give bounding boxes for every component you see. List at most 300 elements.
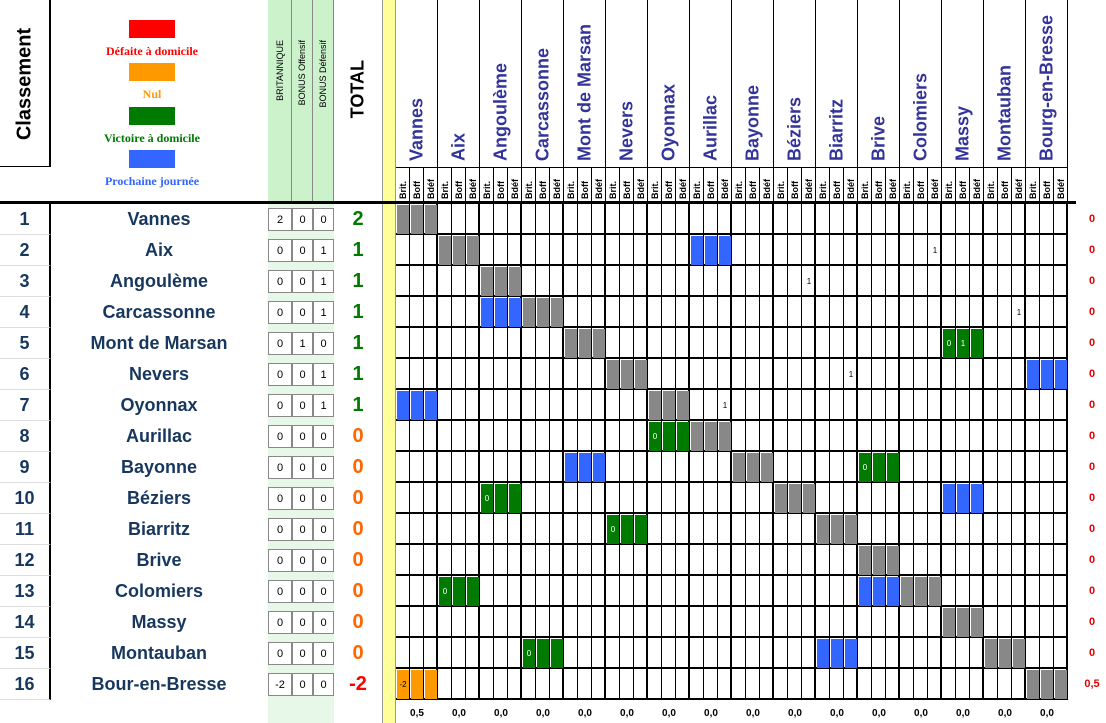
match-subcell[interactable] xyxy=(396,421,410,452)
match-subcell[interactable] xyxy=(718,297,732,328)
match-result-blue[interactable] xyxy=(397,391,410,420)
match-subcell[interactable] xyxy=(942,545,956,576)
match-subcell[interactable] xyxy=(466,545,480,576)
match-result-green[interactable] xyxy=(551,639,564,668)
match-result-green[interactable] xyxy=(677,422,690,451)
match-subcell[interactable] xyxy=(858,235,872,266)
match-subcell[interactable] xyxy=(480,235,494,266)
match-subcell[interactable] xyxy=(592,235,606,266)
match-subcell[interactable] xyxy=(900,669,914,700)
match-subcell[interactable] xyxy=(690,328,704,359)
match-subcell[interactable] xyxy=(592,421,606,452)
match-subcell[interactable] xyxy=(438,638,452,669)
match-subcell[interactable] xyxy=(872,266,886,297)
match-subcell[interactable] xyxy=(732,638,746,669)
match-subcell[interactable] xyxy=(858,483,872,514)
match-subcell[interactable] xyxy=(494,576,508,607)
match-subcell[interactable] xyxy=(550,204,564,235)
match-subcell[interactable] xyxy=(536,483,550,514)
match-subcell[interactable] xyxy=(900,638,914,669)
match-subcell[interactable] xyxy=(480,669,494,700)
match-subcell[interactable] xyxy=(410,514,424,545)
match-subcell[interactable] xyxy=(872,235,886,266)
match-subcell[interactable] xyxy=(466,483,480,514)
match-subcell[interactable] xyxy=(466,638,480,669)
match-subcell[interactable] xyxy=(662,204,676,235)
match-result-blue[interactable] xyxy=(957,484,970,513)
match-subcell[interactable] xyxy=(1054,421,1068,452)
match-subcell[interactable] xyxy=(438,390,452,421)
match-result-grey[interactable] xyxy=(873,546,886,575)
match-subcell[interactable] xyxy=(480,204,494,235)
match-subcell[interactable] xyxy=(1026,576,1040,607)
match-subcell[interactable] xyxy=(438,514,452,545)
match-subcell[interactable] xyxy=(1026,483,1040,514)
match-result-grey[interactable] xyxy=(789,484,802,513)
match-subcell[interactable] xyxy=(690,359,704,390)
match-subcell[interactable] xyxy=(1026,297,1040,328)
match-subcell[interactable] xyxy=(942,514,956,545)
match-subcell[interactable] xyxy=(928,452,942,483)
match-subcell[interactable] xyxy=(662,669,676,700)
match-subcell[interactable] xyxy=(802,328,816,359)
match-subcell[interactable] xyxy=(396,266,410,297)
match-subcell[interactable] xyxy=(858,204,872,235)
match-subcell[interactable] xyxy=(676,266,690,297)
match-subcell[interactable] xyxy=(970,297,984,328)
match-subcell[interactable] xyxy=(998,607,1012,638)
match-subcell[interactable] xyxy=(900,514,914,545)
match-subcell[interactable] xyxy=(704,452,718,483)
match-subcell[interactable] xyxy=(606,452,620,483)
match-subcell[interactable] xyxy=(550,421,564,452)
match-subcell[interactable] xyxy=(410,266,424,297)
match-subcell[interactable] xyxy=(620,638,634,669)
match-subcell[interactable] xyxy=(1040,514,1054,545)
match-subcell[interactable] xyxy=(942,359,956,390)
match-result-blue[interactable] xyxy=(579,453,592,482)
match-subcell[interactable] xyxy=(424,514,438,545)
match-subcell[interactable] xyxy=(676,638,690,669)
match-subcell[interactable] xyxy=(942,638,956,669)
match-subcell[interactable] xyxy=(676,297,690,328)
match-subcell[interactable] xyxy=(956,638,970,669)
match-subcell[interactable] xyxy=(466,328,480,359)
match-subcell[interactable] xyxy=(844,266,858,297)
match-subcell[interactable] xyxy=(872,390,886,421)
match-result-green[interactable] xyxy=(873,453,886,482)
match-subcell[interactable] xyxy=(592,359,606,390)
match-subcell[interactable] xyxy=(438,607,452,638)
match-subcell[interactable] xyxy=(746,390,760,421)
match-subcell[interactable] xyxy=(410,545,424,576)
match-subcell[interactable] xyxy=(536,359,550,390)
match-subcell[interactable] xyxy=(676,204,690,235)
match-subcell[interactable] xyxy=(662,483,676,514)
match-subcell[interactable] xyxy=(858,421,872,452)
match-subcell[interactable] xyxy=(914,359,928,390)
match-subcell[interactable] xyxy=(438,359,452,390)
match-subcell[interactable] xyxy=(900,235,914,266)
match-subcell[interactable] xyxy=(900,266,914,297)
match-subcell[interactable] xyxy=(1026,266,1040,297)
match-subcell[interactable] xyxy=(536,607,550,638)
match-subcell[interactable] xyxy=(438,483,452,514)
match-subcell[interactable] xyxy=(676,359,690,390)
match-subcell[interactable] xyxy=(816,390,830,421)
match-subcell[interactable] xyxy=(634,328,648,359)
match-subcell[interactable] xyxy=(452,514,466,545)
match-subcell[interactable] xyxy=(746,328,760,359)
match-subcell[interactable] xyxy=(438,669,452,700)
match-subcell[interactable] xyxy=(578,607,592,638)
match-subcell[interactable] xyxy=(410,638,424,669)
match-result-blue[interactable] xyxy=(705,236,718,265)
match-subcell[interactable] xyxy=(676,545,690,576)
match-subcell[interactable] xyxy=(662,452,676,483)
match-subcell[interactable] xyxy=(452,328,466,359)
match-subcell[interactable] xyxy=(998,297,1012,328)
match-result-grey[interactable] xyxy=(803,484,816,513)
match-subcell[interactable] xyxy=(802,297,816,328)
match-subcell[interactable] xyxy=(760,421,774,452)
match-result-green[interactable] xyxy=(663,422,676,451)
match-result-grey[interactable] xyxy=(691,422,704,451)
match-subcell[interactable] xyxy=(886,266,900,297)
match-subcell[interactable] xyxy=(578,235,592,266)
match-subcell[interactable] xyxy=(984,607,998,638)
match-subcell[interactable] xyxy=(578,297,592,328)
match-subcell[interactable] xyxy=(1040,421,1054,452)
match-subcell[interactable] xyxy=(844,669,858,700)
match-subcell[interactable] xyxy=(662,297,676,328)
match-subcell[interactable] xyxy=(606,669,620,700)
match-result-grey[interactable] xyxy=(607,360,620,389)
match-subcell[interactable] xyxy=(886,204,900,235)
match-subcell[interactable] xyxy=(732,483,746,514)
match-subcell[interactable] xyxy=(522,390,536,421)
match-subcell[interactable] xyxy=(970,390,984,421)
match-subcell[interactable] xyxy=(620,235,634,266)
match-subcell[interactable] xyxy=(634,421,648,452)
match-subcell[interactable] xyxy=(396,545,410,576)
match-subcell[interactable] xyxy=(676,514,690,545)
match-subcell[interactable] xyxy=(676,607,690,638)
match-subcell[interactable] xyxy=(942,266,956,297)
match-subcell[interactable] xyxy=(970,669,984,700)
match-subcell[interactable] xyxy=(886,669,900,700)
match-subcell[interactable] xyxy=(690,576,704,607)
match-subcell[interactable] xyxy=(718,328,732,359)
match-subcell[interactable] xyxy=(606,421,620,452)
match-subcell[interactable] xyxy=(886,235,900,266)
match-subcell[interactable] xyxy=(648,204,662,235)
match-result-grey[interactable] xyxy=(537,298,550,327)
match-subcell[interactable] xyxy=(396,514,410,545)
match-subcell[interactable] xyxy=(606,328,620,359)
match-subcell[interactable] xyxy=(1026,452,1040,483)
match-subcell[interactable] xyxy=(900,421,914,452)
match-result-grey[interactable] xyxy=(397,205,410,234)
match-subcell[interactable] xyxy=(816,483,830,514)
match-result-orange[interactable] xyxy=(411,670,424,699)
match-subcell[interactable] xyxy=(648,607,662,638)
match-subcell[interactable] xyxy=(970,514,984,545)
match-result-green[interactable] xyxy=(495,484,508,513)
match-subcell[interactable] xyxy=(1026,545,1040,576)
match-subcell[interactable] xyxy=(830,328,844,359)
match-subcell[interactable] xyxy=(396,297,410,328)
match-subcell[interactable] xyxy=(914,328,928,359)
match-subcell[interactable] xyxy=(886,638,900,669)
match-result-grey[interactable] xyxy=(775,484,788,513)
match-subcell[interactable] xyxy=(536,669,550,700)
match-subcell[interactable] xyxy=(536,576,550,607)
match-result-grey[interactable] xyxy=(859,546,872,575)
match-subcell[interactable] xyxy=(984,421,998,452)
match-subcell[interactable] xyxy=(830,390,844,421)
match-subcell[interactable] xyxy=(452,607,466,638)
match-subcell[interactable] xyxy=(970,638,984,669)
match-result-grey[interactable] xyxy=(481,267,494,296)
match-subcell[interactable] xyxy=(620,328,634,359)
match-subcell[interactable] xyxy=(718,483,732,514)
match-subcell[interactable] xyxy=(592,545,606,576)
match-subcell[interactable] xyxy=(760,390,774,421)
match-subcell[interactable] xyxy=(802,452,816,483)
match-subcell[interactable] xyxy=(522,669,536,700)
match-subcell[interactable] xyxy=(914,421,928,452)
match-subcell[interactable] xyxy=(620,452,634,483)
match-subcell[interactable] xyxy=(830,297,844,328)
match-subcell[interactable] xyxy=(536,204,550,235)
match-subcell[interactable] xyxy=(816,545,830,576)
match-subcell[interactable] xyxy=(774,545,788,576)
match-subcell[interactable] xyxy=(438,328,452,359)
match-subcell[interactable] xyxy=(970,359,984,390)
match-subcell[interactable] xyxy=(746,576,760,607)
match-subcell[interactable] xyxy=(424,359,438,390)
match-subcell[interactable] xyxy=(788,545,802,576)
match-subcell[interactable] xyxy=(816,204,830,235)
match-subcell[interactable] xyxy=(522,421,536,452)
match-result-grey[interactable] xyxy=(1041,670,1054,699)
match-subcell[interactable] xyxy=(564,359,578,390)
match-subcell[interactable] xyxy=(746,514,760,545)
match-subcell[interactable] xyxy=(648,638,662,669)
match-subcell[interactable] xyxy=(606,297,620,328)
match-subcell[interactable] xyxy=(872,638,886,669)
match-subcell[interactable] xyxy=(536,266,550,297)
match-subcell[interactable] xyxy=(1040,545,1054,576)
match-subcell[interactable] xyxy=(802,638,816,669)
match-result-grey[interactable] xyxy=(621,360,634,389)
match-subcell[interactable] xyxy=(760,514,774,545)
match-subcell[interactable] xyxy=(998,669,1012,700)
match-subcell[interactable] xyxy=(578,204,592,235)
match-result-blue[interactable] xyxy=(831,639,844,668)
match-subcell[interactable] xyxy=(830,204,844,235)
match-subcell[interactable] xyxy=(746,297,760,328)
match-subcell[interactable] xyxy=(956,421,970,452)
match-subcell[interactable] xyxy=(1054,638,1068,669)
match-subcell[interactable] xyxy=(466,390,480,421)
match-subcell[interactable] xyxy=(774,235,788,266)
match-subcell[interactable] xyxy=(424,607,438,638)
match-subcell[interactable] xyxy=(704,390,718,421)
match-result-grey[interactable] xyxy=(453,236,466,265)
match-subcell[interactable] xyxy=(844,545,858,576)
match-subcell[interactable] xyxy=(480,452,494,483)
match-result-blue[interactable] xyxy=(593,453,606,482)
match-subcell[interactable] xyxy=(942,204,956,235)
match-subcell[interactable] xyxy=(592,266,606,297)
match-result-blue[interactable] xyxy=(1055,360,1068,389)
match-subcell[interactable] xyxy=(564,545,578,576)
match-subcell[interactable] xyxy=(620,390,634,421)
match-subcell[interactable] xyxy=(844,235,858,266)
match-subcell[interactable] xyxy=(802,514,816,545)
match-subcell[interactable] xyxy=(452,638,466,669)
match-subcell[interactable] xyxy=(396,235,410,266)
match-subcell[interactable] xyxy=(676,328,690,359)
match-subcell[interactable] xyxy=(718,514,732,545)
match-subcell[interactable] xyxy=(1040,328,1054,359)
match-subcell[interactable] xyxy=(914,204,928,235)
match-subcell[interactable] xyxy=(494,669,508,700)
match-subcell[interactable] xyxy=(508,390,522,421)
match-subcell[interactable] xyxy=(592,514,606,545)
match-subcell[interactable] xyxy=(550,669,564,700)
match-subcell[interactable] xyxy=(872,328,886,359)
match-subcell[interactable] xyxy=(564,576,578,607)
match-subcell[interactable] xyxy=(410,576,424,607)
match-result-grey[interactable] xyxy=(579,329,592,358)
match-subcell[interactable] xyxy=(648,669,662,700)
match-subcell[interactable] xyxy=(1012,359,1026,390)
match-result-grey[interactable] xyxy=(509,267,522,296)
match-subcell[interactable] xyxy=(704,359,718,390)
match-result-green[interactable] xyxy=(971,329,984,358)
match-subcell[interactable] xyxy=(774,607,788,638)
match-subcell[interactable] xyxy=(690,452,704,483)
match-subcell[interactable] xyxy=(998,514,1012,545)
match-subcell[interactable] xyxy=(858,390,872,421)
match-subcell[interactable] xyxy=(1012,390,1026,421)
match-subcell[interactable] xyxy=(900,483,914,514)
match-subcell[interactable] xyxy=(452,390,466,421)
match-subcell[interactable] xyxy=(816,359,830,390)
match-subcell[interactable] xyxy=(648,359,662,390)
match-subcell[interactable] xyxy=(550,483,564,514)
match-subcell[interactable] xyxy=(746,421,760,452)
match-subcell[interactable] xyxy=(872,204,886,235)
match-subcell[interactable] xyxy=(788,266,802,297)
match-subcell[interactable] xyxy=(410,359,424,390)
match-subcell[interactable] xyxy=(508,607,522,638)
match-result-blue[interactable] xyxy=(1027,360,1040,389)
match-subcell[interactable] xyxy=(690,545,704,576)
match-subcell[interactable] xyxy=(550,576,564,607)
match-subcell[interactable] xyxy=(788,638,802,669)
match-subcell[interactable] xyxy=(984,297,998,328)
match-subcell[interactable] xyxy=(774,421,788,452)
match-subcell[interactable] xyxy=(998,204,1012,235)
match-result-grey[interactable] xyxy=(999,639,1012,668)
match-subcell[interactable] xyxy=(1012,266,1026,297)
match-result-grey[interactable] xyxy=(663,391,676,420)
match-subcell[interactable] xyxy=(620,421,634,452)
match-subcell[interactable] xyxy=(998,328,1012,359)
match-subcell[interactable] xyxy=(830,421,844,452)
match-subcell[interactable] xyxy=(578,483,592,514)
match-subcell[interactable] xyxy=(648,514,662,545)
match-subcell[interactable] xyxy=(872,297,886,328)
match-subcell[interactable] xyxy=(970,545,984,576)
match-subcell[interactable] xyxy=(466,204,480,235)
match-result-grey[interactable] xyxy=(495,267,508,296)
match-subcell[interactable] xyxy=(564,638,578,669)
match-subcell[interactable] xyxy=(788,328,802,359)
match-result-grey[interactable] xyxy=(985,639,998,668)
match-subcell[interactable] xyxy=(830,545,844,576)
match-subcell[interactable] xyxy=(746,638,760,669)
match-subcell[interactable] xyxy=(928,204,942,235)
match-subcell[interactable] xyxy=(466,266,480,297)
match-subcell[interactable] xyxy=(788,235,802,266)
match-result-blue[interactable] xyxy=(1041,360,1054,389)
match-subcell[interactable] xyxy=(732,421,746,452)
match-subcell[interactable] xyxy=(508,545,522,576)
match-subcell[interactable] xyxy=(802,669,816,700)
match-subcell[interactable] xyxy=(536,235,550,266)
match-subcell[interactable] xyxy=(410,452,424,483)
match-result-orange[interactable]: -2 xyxy=(397,670,410,699)
match-subcell[interactable] xyxy=(592,607,606,638)
match-subcell[interactable] xyxy=(970,421,984,452)
match-subcell[interactable] xyxy=(746,669,760,700)
match-subcell[interactable] xyxy=(830,359,844,390)
match-subcell[interactable] xyxy=(760,483,774,514)
match-subcell[interactable] xyxy=(1012,483,1026,514)
match-subcell[interactable] xyxy=(718,266,732,297)
match-result-grey[interactable] xyxy=(761,453,774,482)
match-result-grey[interactable] xyxy=(747,453,760,482)
match-result-green[interactable]: 0 xyxy=(859,453,872,482)
match-subcell[interactable] xyxy=(452,452,466,483)
match-subcell[interactable] xyxy=(774,390,788,421)
match-subcell[interactable] xyxy=(704,297,718,328)
match-subcell[interactable] xyxy=(592,297,606,328)
match-subcell[interactable] xyxy=(956,266,970,297)
match-subcell[interactable] xyxy=(564,235,578,266)
match-subcell[interactable] xyxy=(732,328,746,359)
match-subcell[interactable] xyxy=(634,669,648,700)
match-subcell[interactable] xyxy=(648,328,662,359)
match-subcell[interactable] xyxy=(536,514,550,545)
match-subcell[interactable] xyxy=(480,390,494,421)
match-subcell[interactable] xyxy=(424,576,438,607)
match-subcell[interactable] xyxy=(480,576,494,607)
match-subcell[interactable] xyxy=(732,545,746,576)
match-subcell[interactable] xyxy=(984,204,998,235)
match-subcell[interactable] xyxy=(424,266,438,297)
match-subcell[interactable] xyxy=(928,514,942,545)
match-subcell[interactable] xyxy=(774,328,788,359)
match-subcell[interactable] xyxy=(550,514,564,545)
match-subcell[interactable] xyxy=(480,421,494,452)
match-result-blue[interactable] xyxy=(425,391,438,420)
